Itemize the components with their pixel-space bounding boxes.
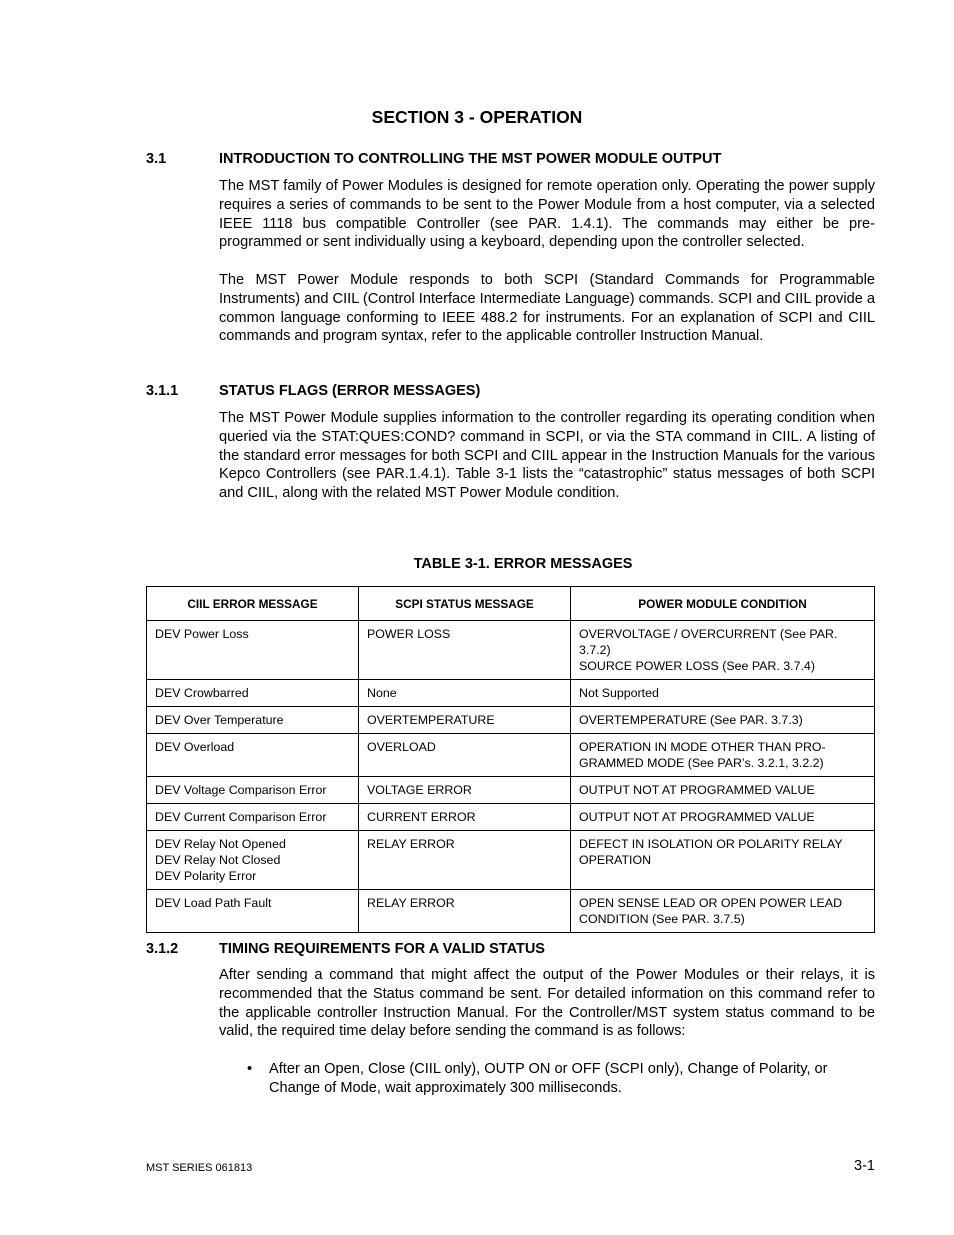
table-row [147, 734, 875, 777]
table-row [147, 777, 875, 804]
cell-line: DEFECT IN ISOLATION OR POLARITY RELAY [579, 837, 843, 851]
heading-text: TIMING REQUIREMENTS FOR A VALID STATUS [219, 941, 545, 957]
table-row [147, 707, 875, 734]
cell-line: DEV Relay Not Closed [155, 853, 281, 867]
condition-cell [571, 621, 875, 680]
scpi-cell [359, 890, 571, 933]
scpi-cell [359, 707, 571, 734]
cell-line: RELAY ERROR [367, 837, 455, 851]
condition-cell [571, 890, 875, 933]
scpi-cell [359, 777, 571, 804]
heading-number: 3.1.1 [146, 383, 179, 399]
cell-line: CURRENT ERROR [367, 810, 476, 824]
ciil-cell [147, 777, 359, 804]
cell-line: POWER LOSS [367, 627, 451, 641]
condition-cell [571, 707, 875, 734]
scpi-cell [359, 680, 571, 707]
cell-line: OVERTEMPERATURE (See PAR. 3.7.3) [579, 713, 803, 727]
cell-line: VOLTAGE ERROR [367, 783, 472, 797]
cell-line: DEV Overload [155, 740, 235, 754]
cell-line: Not Supported [579, 686, 659, 700]
cell-line: OPEN SENSE LEAD OR OPEN POWER LEAD [579, 896, 843, 910]
footer-page-number: 3-1 [854, 1158, 875, 1174]
ciil-cell [147, 680, 359, 707]
section-title: SECTION 3 - OPERATION [371, 107, 583, 127]
bullet-icon: • [247, 1061, 253, 1077]
cell-line: DEV Load Path Fault [155, 896, 272, 910]
cell-line: DEV Over Temperature [155, 713, 284, 727]
cell-line: OPERATION [579, 853, 652, 867]
heading-number: 3.1.2 [146, 941, 179, 957]
table-body [147, 621, 875, 933]
paragraph-3-1-b: The MST Power Module responds to both SCPI (Standard Commands for Programmable Instruments) and CIIL (Control Interface Intermediate Language) commands. SCPI and CIIL provide a common language conforming to IEEE 488.2 for instruments. For an explanation of SCPI and CIIL commands and program syntax, refer to the applicable controller Instruction Manual. [219, 272, 875, 345]
cell-line: OUTPUT NOT AT PROGRAMMED VALUE [579, 783, 815, 797]
heading-text: STATUS FLAGS (ERROR MESSAGES) [219, 383, 481, 399]
cell-line: DEV Current Comparison Error [155, 810, 327, 824]
cell-line: OVERVOLTAGE / OVERCURRENT (See PAR. 3.7.2) [579, 627, 838, 657]
scpi-cell [359, 621, 571, 680]
condition-cell [571, 804, 875, 831]
table-row [147, 890, 875, 933]
column-header-scpi: SCPI STATUS MESSAGE [359, 587, 571, 621]
paragraph-3-1-a: The MST family of Power Modules is designed for remote operation only. Operating the power supply requires a series of commands to be sent to the Power Module from a host computer, via a selected IEEE 1118 bus compatible Controller (see PAR. 1.4.1). The commands may either be pre-programmed or sent individually using a keyboard, depending upon the controller selected. [219, 178, 875, 251]
scpi-cell [359, 734, 571, 777]
ciil-cell [147, 831, 359, 890]
cell-line: OVERLOAD [367, 740, 436, 754]
cell-line: DEV Relay Not Opened [155, 837, 286, 851]
ciil-cell [147, 890, 359, 933]
column-header-condition: POWER MODULE CONDITION [571, 587, 875, 621]
paragraph-3-1-1: The MST Power Module supplies information to the controller regarding its operating condition when queried via the STAT:QUES:COND? command in SCPI, or via the STA command in CIIL. A listing of the standard error messages for both SCPI and CIIL appear in the Instruction Manuals for the various Kepco Controllers (see PAR.1.4.1). Table 3-1 lists the “catastrophic” status messages of both SCPI and CIIL, along with the related MST Power Module condition. [219, 410, 875, 502]
table-title: TABLE 3-1. ERROR MESSAGES [413, 556, 633, 572]
cell-line: DEV Polarity Error [155, 869, 257, 883]
cell-line: DEV Voltage Comparison Error [155, 783, 327, 797]
heading-text: INTRODUCTION TO CONTROLLING THE MST POWER MODULE OUTPUT [219, 151, 722, 167]
heading-3-1-1 [146, 383, 480, 399]
cell-line: OPERATION IN MODE OTHER THAN PRO- [579, 740, 826, 754]
cell-line: OVERTEMPERATURE [367, 713, 495, 727]
table-row [147, 621, 875, 680]
condition-cell [571, 777, 875, 804]
cell-line: SOURCE POWER LOSS (See PAR. 3.7.4) [579, 659, 815, 673]
ciil-cell [147, 734, 359, 777]
cell-line: CONDITION (See PAR. 3.7.5) [579, 912, 745, 926]
heading-3-1 [146, 151, 721, 167]
ciil-cell [147, 707, 359, 734]
condition-cell [571, 680, 875, 707]
ciil-cell [147, 804, 359, 831]
cell-line: RELAY ERROR [367, 896, 455, 910]
ciil-cell [147, 621, 359, 680]
condition-cell [571, 831, 875, 890]
cell-line: DEV Power Loss [155, 627, 249, 641]
table-row [147, 680, 875, 707]
cell-line: GRAMMED MODE (See PAR’s. 3.2.1, 3.2.2) [579, 756, 824, 770]
paragraph-3-1-2: After sending a command that might affect the output of the Power Modules or their relays, it is recommended that the Status command be sent. For detailed information on this command refer to the applicable controller Instruction Manual. For the Controller/MST system status command to be valid, the required time delay before sending the command is as follows: [219, 967, 875, 1040]
scpi-cell [359, 804, 571, 831]
cell-line: OUTPUT NOT AT PROGRAMMED VALUE [579, 810, 815, 824]
scpi-cell [359, 831, 571, 890]
column-header-ciil: CIIL ERROR MESSAGE [147, 587, 359, 621]
table-row [147, 804, 875, 831]
heading-3-1-2 [146, 941, 545, 957]
footer-document-id: MST SERIES 061813 [146, 1162, 253, 1174]
table-row [147, 831, 875, 890]
bullet-text: After an Open, Close (CIIL only), OUTP ON or OFF (SCPI only), Change of Polarity, or Change of Mode, wait approximately 300 milliseconds. [269, 1061, 828, 1096]
cell-line: DEV Crowbarred [155, 686, 249, 700]
condition-cell [571, 734, 875, 777]
cell-line: None [367, 686, 397, 700]
table-header-row [147, 587, 875, 621]
error-messages-table [146, 586, 875, 933]
heading-number: 3.1 [146, 151, 167, 167]
